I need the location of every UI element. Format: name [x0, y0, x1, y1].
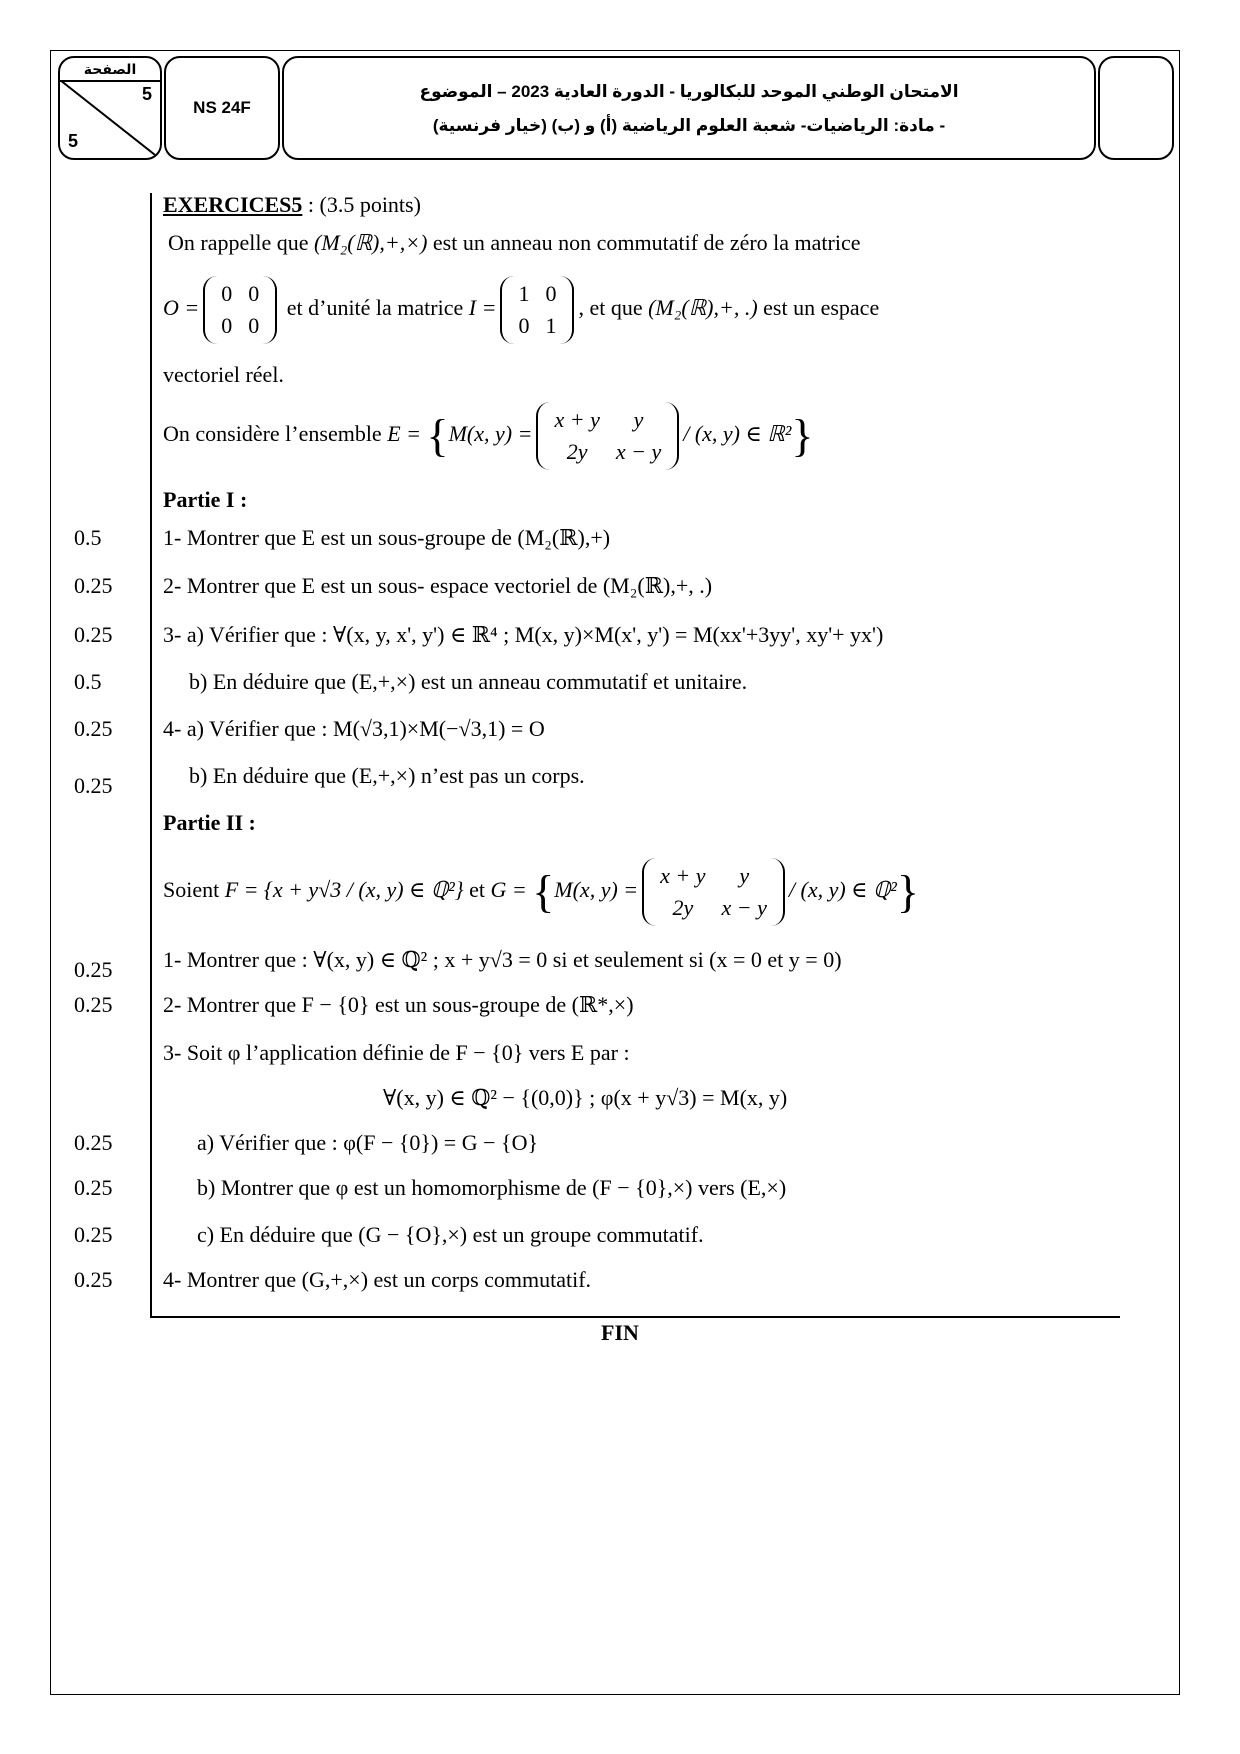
ring-m2: (M₂(ℝ),+,×) [314, 230, 428, 255]
question: c) En déduire que (G − {O},×) est un groupe commutatif. [197, 1222, 704, 1247]
question: b) Montrer que φ est un homomorphisme de (F − {0},×) vers (E,×) [197, 1175, 787, 1200]
points: 0.25 [74, 992, 113, 1017]
intro-line-3: vectoriel réel. [163, 362, 284, 387]
fin-label: FIN [601, 1320, 639, 1345]
question: 4- a) Vérifier que : M(√3,1)×M(−√3,1) = O [163, 716, 545, 741]
exam-title-line2: - مادة: الرياضيات- شعبة العلوم الرياضية (أ) و (ب) (خيار فرنسية) [432, 116, 946, 135]
definition-line: ∀(x, y) ∈ ℚ² − {(0,0)} ; φ(x + y√3) = M(x, y) [383, 1085, 788, 1110]
exercise-title: EXERCICES5 [163, 192, 303, 217]
points: 0.25 [74, 1267, 113, 1292]
page-number-box [58, 56, 162, 160]
points: 0.25 [74, 622, 113, 647]
points: 0.25 [74, 957, 113, 982]
part1-title: Partie I : [163, 487, 248, 512]
page-current: 5 [141, 84, 152, 104]
matrix-i: 1 0 0 1 [500, 276, 574, 344]
points: 0.25 [74, 1175, 113, 1200]
exam-title-box [282, 56, 1096, 160]
intro-line-1: On rappelle que (M₂(ℝ),+,×) est un anneau non commutatif de zéro la matrice [168, 230, 861, 255]
page-label: الصفحة [60, 58, 160, 82]
points: 0.25 [74, 773, 113, 798]
question: a) Vérifier que : φ(F − {0}) = G − {O} [197, 1130, 539, 1155]
points: 0.25 [74, 1130, 113, 1155]
margin-line [150, 193, 152, 1318]
question: 1- Montrer que E est un sous-groupe de (M₂(ℝ),+) [163, 525, 611, 550]
exercise-heading [163, 190, 421, 220]
question: 2- Montrer que E est un sous- espace vectoriel de (M₂(ℝ),+, .) [163, 573, 713, 598]
matrix-g: x + y y 2y x − y [642, 858, 785, 926]
points: 0.25 [74, 573, 113, 598]
exam-code-box [164, 56, 280, 160]
page-total: 5 [68, 131, 79, 151]
question: 3- a) Vérifier que : ∀(x, y, x', y') ∈ ℝ⁴ ; M(x, y)×M(x', y') = M(xx'+3yy', xy'+ yx') [163, 622, 884, 647]
points: 0.5 [74, 525, 102, 550]
blank-box [1098, 56, 1174, 160]
intro-line-2: O = 0 0 0 0 et d’unité la matrice I = 1 0 0 1 , et que (M₂(ℝ),+, .) est un espace [163, 276, 879, 344]
soient-line: Soient F = {x + y√3 / (x, y) ∈ ℚ²} et G = {M(x, y) = x + y y 2y x − y / (x, y) ∈ ℚ²} [163, 858, 919, 926]
points: 0.25 [74, 1222, 113, 1247]
question: 4- Montrer que (G,+,×) est un corps commutatif. [163, 1267, 592, 1292]
exam-title-line1: الامتحان الوطني الموحد للبكالوريا - الدورة العادية 2023 – الموضوع [419, 82, 959, 101]
matrix-o: 0 0 0 0 [203, 276, 277, 344]
points: 0.25 [74, 716, 113, 741]
points: 0.5 [74, 669, 102, 694]
part2-title: Partie II : [163, 810, 256, 835]
question: 3- Soit φ l’application définie de F − {0} vers E par : [163, 1040, 630, 1065]
exercise-points: : (3.5 points) [302, 192, 421, 217]
exam-code: NS 24F [193, 98, 251, 117]
intro-line-4: On considère l’ensemble E = {M(x, y) = x + y y 2y x − y / (x, y) ∈ ℝ²} [163, 402, 813, 470]
question: b) En déduire que (E,+,×) est un anneau commutatif et unitaire. [189, 669, 748, 694]
question: b) En déduire que (E,+,×) n’est pas un corps. [189, 763, 585, 788]
question: 2- Montrer que F − {0} est un sous-groupe de (ℝ*,×) [163, 992, 634, 1017]
matrix-e: x + y y 2y x − y [536, 402, 679, 470]
question: 1- Montrer que : ∀(x, y) ∈ ℚ² ; x + y√3 = 0 si et seulement si (x = 0 et y = 0) [163, 947, 842, 972]
